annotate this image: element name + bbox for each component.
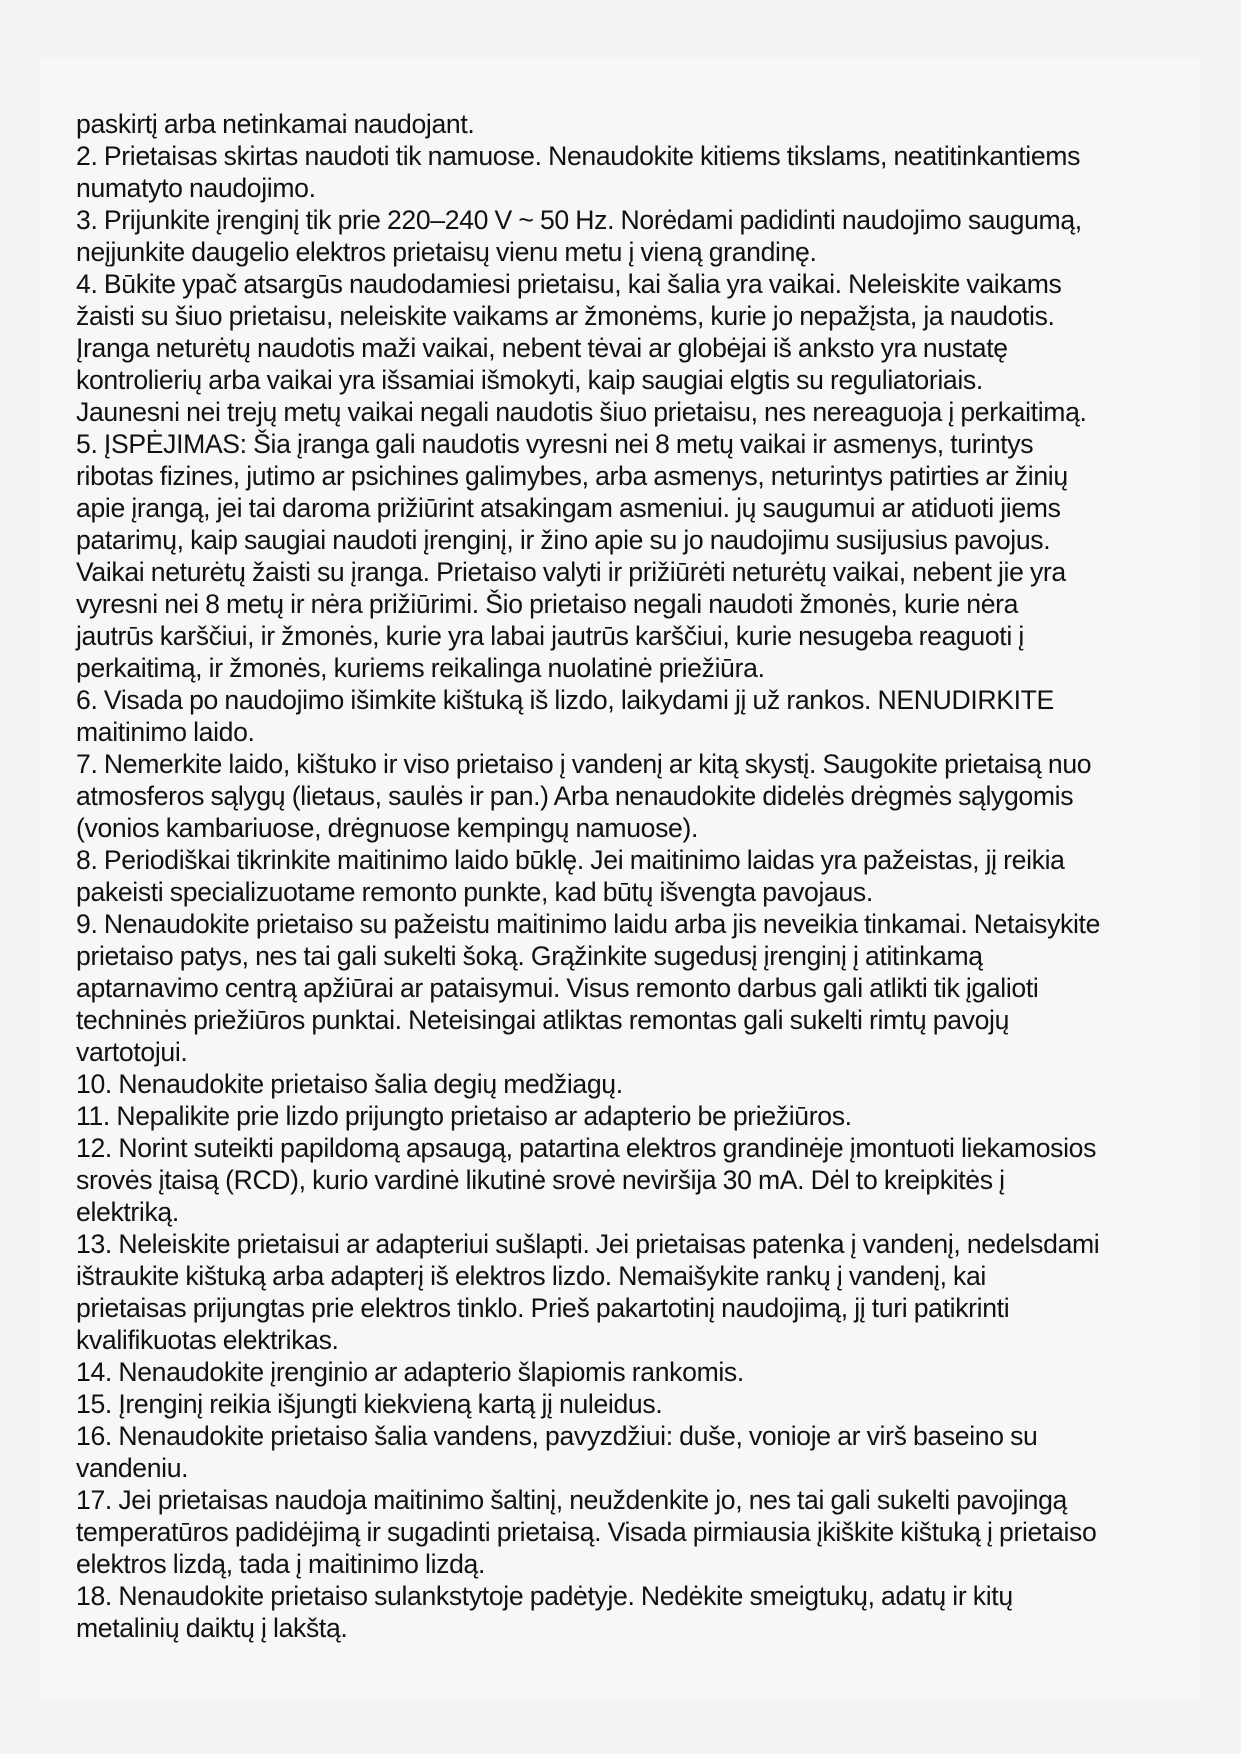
text-line: 15. Įrenginį reikia išjungti kiekvieną kartą jį nuleidus. [76,1389,663,1419]
text-line: kontrolierių arba vaikai yra išsamiai išmokyti, kaip saugiai elgtis su reguliatoriais. [76,365,983,395]
text-line: 14. Nenaudokite įrenginio ar adapterio šlapiomis rankomis. [76,1357,744,1387]
text-line: 7. Nemerkite laido, kištuko ir viso prietaiso į vandenį ar kitą skystį. Saugokite prietaisą nuo [76,749,1092,779]
text-line: 17. Jei prietaisas naudoja maitinimo šaltinį, neuždenkite jo, nes tai gali sukelti pavojingą [76,1485,1067,1515]
text-line: 2. Prietaisas skirtas naudoti tik namuose. Nenaudokite kitiems tikslams, neatitinkantiems [76,141,1081,171]
text-line: žaisti su šiuo prietaisu, neleiskite vaikams ar žmonėms, kurie jo nepažįsta, ja naudotis. [76,301,1055,331]
text-line: prietaiso patys, nes tai gali sukelti šoką. Grąžinkite sugedusį įrenginį į atitinkamą [76,941,983,971]
text-line: Įranga neturėtų naudotis maži vaikai, nebent tėvai ar globėjai iš anksto yra nustatę [76,333,1008,363]
text-line: 13. Neleiskite prietaisui ar adapteriui sušlapti. Jei prietaisas patenka į vandenį, nedelsdami [76,1229,1100,1259]
text-line: 10. Nenaudokite prietaiso šalia degių medžiagų. [76,1069,623,1099]
text-line: metalinių daiktų į lakštą. [76,1613,348,1643]
text-line: maitinimo laido. [76,717,255,747]
text-line: 3. Prijunkite įrenginį tik prie 220–240 V ~ 50 Hz. Norėdami padidinti naudojimo saugumą, [76,205,1082,235]
text-line: 16. Nenaudokite prietaiso šalia vandens, pavyzdžiui: duše, vonioje ar virš baseino su [76,1421,1038,1451]
text-line: elektriką. [76,1197,179,1227]
text-line: vyresni nei 8 metų ir nėra prižiūrimi. Šio prietaiso negali naudoti žmonės, kurie nėra [76,589,1019,619]
text-line: 5. ĮSPĖJIMAS: Šia įranga gali naudotis vyresni nei 8 metų vaikai ir asmenys, turintys [76,429,1034,459]
text-line: jautrūs karščiui, ir žmonės, kurie yra labai jautrūs karščiui, kurie nesugeba reaguoti į [76,621,1024,651]
text-line: ribotas fizines, jutimo ar psichines galimybes, arba asmenys, neturintys patirties ar žinių [76,461,1068,491]
text-line: 4. Būkite ypač atsargūs naudodamiesi prietaisu, kai šalia yra vaikai. Neleiskite vaikams [76,269,1062,299]
text-line: 18. Nenaudokite prietaiso sulankstytoje padėtyje. Nedėkite smeigtukų, adatų ir kitų [76,1581,1013,1611]
text-line: temperatūros padidėjimą ir sugadinti prietaisą. Visada pirmiausia įkiškite kištuką į prietaiso [76,1517,1097,1547]
text-line: srovės įtaisą (RCD), kurio vardinė likutinė srovė neviršija 30 mA. Dėl to kreipkitės į [76,1165,1005,1195]
text-line: Jaunesni nei trejų metų vaikai negali naudotis šiuo prietaisu, nes nereaguoja į perkaitimą. [76,397,1087,427]
text-line: ištraukite kištuką arba adapterį iš elektros lizdo. Nemaišykite rankų į vandenį, kai [76,1261,986,1291]
text-line: 8. Periodiškai tikrinkite maitinimo laido būklę. Jei maitinimo laidas yra pažeistas, jį reikia [76,845,1065,875]
text-line: techninės priežiūros punktai. Neteisingai atliktas remontas gali sukelti rimtų pavojų [76,1005,1010,1035]
text-line: 6. Visada po naudojimo išimkite kištuką iš lizdo, laikydami jį už rankos. NENUDIRKITE [76,685,1054,715]
text-line: elektros lizdą, tada į maitinimo lizdą. [76,1549,486,1579]
text-line: 11. Nepalikite prie lizdo prijungto prietaiso ar adapterio be priežiūros. [76,1101,852,1131]
text-line: aptarnavimo centrą apžiūrai ar pataisymui. Visus remonto darbus gali atlikti tik įgalioti [76,973,1039,1003]
text-line: vartotojui. [76,1037,188,1067]
text-line: vandeniu. [76,1453,189,1483]
text-line: Vaikai neturėtų žaisti su įranga. Prietaiso valyti ir prižiūrėti neturėtų vaikai, nebent jie yra [76,557,1066,587]
text-line: 9. Nenaudokite prietaiso su pažeistu maitinimo laidu arba jis neveikia tinkamai. Netaisykite [76,909,1101,939]
text-line: apie įrangą, jei tai daroma prižiūrint atsakingam asmeniui. jų saugumui ar atiduoti jiems [76,493,1061,523]
safety-instructions-text [76,108,1186,1644]
text-line: numatyto naudojimo. [76,173,316,203]
text-line: neįjunkite daugelio elektros prietaisų vienu metu į vieną grandinę. [76,237,817,267]
text-line: kvalifikuotas elektrikas. [76,1325,339,1355]
text-line: perkaitimą, ir žmonės, kuriems reikalinga nuolatinė priežiūra. [76,653,765,683]
text-line: 12. Norint suteikti papildomą apsaugą, patartina elektros grandinėje įmontuoti liekamosios [76,1133,1097,1163]
text-line: pakeisti specializuotame remonto punkte, kad būtų išvengta pavojaus. [76,877,873,907]
text-line: atmosferos sąlygų (lietaus, saulės ir pan.) Arba nenaudokite didelės drėgmės sąlygomis [76,781,1074,811]
text-line: paskirtį arba netinkamai naudojant. [76,109,475,139]
text-line: (vonios kambariuose, drėgnuose kempingų namuose). [76,813,699,843]
text-line: prietaisas prijungtas prie elektros tinklo. Prieš pakartotinį naudojimą, jį turi patikrinti [76,1293,1010,1323]
text-line: patarimų, kaip saugiai naudoti įrenginį, ir žino apie su jo naudojimu susijusius pavojus. [76,525,1051,555]
